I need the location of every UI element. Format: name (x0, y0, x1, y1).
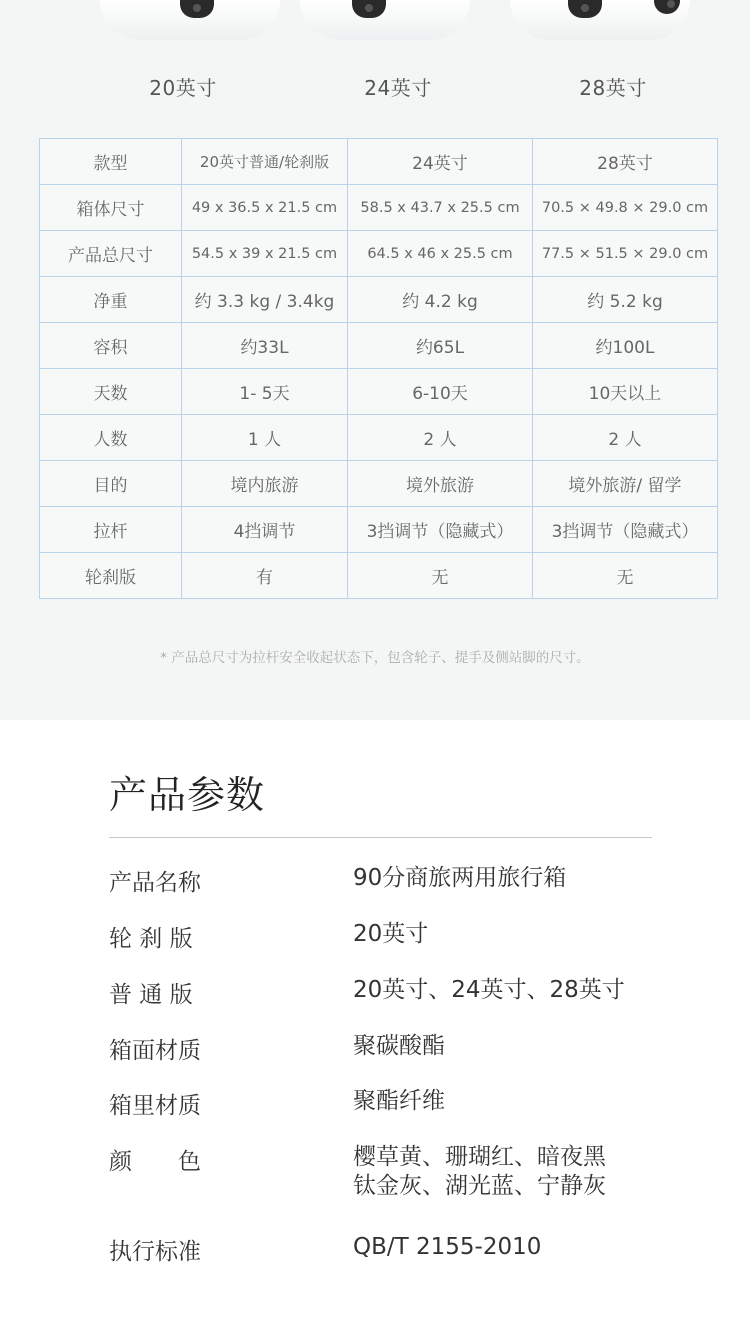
spec-row (40, 139, 718, 185)
spec-row (40, 323, 718, 369)
spec-cell: 1 人 (182, 415, 348, 461)
color-list-line-1: 樱草黄、珊瑚红、暗夜黑 (353, 1144, 606, 1170)
spec-cell: 77.5 × 51.5 × 29.0 cm (533, 231, 718, 277)
spec-cell: 有 (182, 553, 348, 599)
param-key: 产品名称 (109, 870, 201, 896)
spec-cell: 20英寸普通/轮刹版 (182, 139, 348, 185)
spec-row (40, 461, 718, 507)
size-label-20: 20英寸 (149, 76, 217, 100)
params-title: 产品参数 (109, 773, 266, 817)
spec-row (40, 277, 718, 323)
spec-cell: 1- 5天 (182, 369, 348, 415)
spec-row-label: 目的 (40, 461, 182, 507)
param-value: 20英寸 (353, 921, 429, 947)
spec-row-label: 产品总尺寸 (40, 231, 182, 277)
spec-table (39, 138, 718, 599)
spec-cell: 3挡调节（隐藏式） (533, 507, 718, 553)
param-value: 20英寸、24英寸、28英寸 (353, 977, 625, 1003)
param-key: 普 通 版 (109, 982, 193, 1008)
spec-cell: 约 4.2 kg (348, 277, 533, 323)
spec-cell: 约65L (348, 323, 533, 369)
spec-cell: 6-10天 (348, 369, 533, 415)
spec-cell: 2 人 (348, 415, 533, 461)
spec-cell: 10天以上 (533, 369, 718, 415)
param-key: 执行标准 (109, 1239, 201, 1265)
param-key: 箱里材质 (109, 1093, 201, 1119)
spec-cell: 境外旅游 (348, 461, 533, 507)
spec-cell: 28英寸 (533, 139, 718, 185)
spec-cell: 2 人 (533, 415, 718, 461)
spec-row (40, 553, 718, 599)
size-label-24: 24英寸 (364, 76, 432, 100)
spec-row-label: 箱体尺寸 (40, 185, 182, 231)
color-list-line-2: 钛金灰、湖光蓝、宁静灰 (353, 1173, 606, 1199)
spec-cell: 64.5 x 46 x 25.5 cm (348, 231, 533, 277)
spec-cell: 70.5 × 49.8 × 29.0 cm (533, 185, 718, 231)
spec-cell: 49 x 36.5 x 21.5 cm (182, 185, 348, 231)
spec-row-label: 款型 (40, 139, 182, 185)
param-key: 轮 刹 版 (109, 926, 193, 952)
spec-row-label: 容积 (40, 323, 182, 369)
spec-row-label: 净重 (40, 277, 182, 323)
spec-cell: 无 (533, 553, 718, 599)
size-footnote: * 产品总尺寸为拉杆安全收起状态下，包含轮子、提手及侧站脚的尺寸。 (160, 650, 590, 666)
param-value: 90分商旅两用旅行箱 (353, 865, 567, 891)
spec-cell: 4挡调节 (182, 507, 348, 553)
spec-cell: 约 5.2 kg (533, 277, 718, 323)
spec-cell: 约33L (182, 323, 348, 369)
spec-row-label: 天数 (40, 369, 182, 415)
spec-row (40, 231, 718, 277)
spec-cell: 约100L (533, 323, 718, 369)
spec-row (40, 369, 718, 415)
spec-row-label: 拉杆 (40, 507, 182, 553)
spec-cell: 境内旅游 (182, 461, 348, 507)
param-value: QB/T 2155-2010 (353, 1234, 542, 1260)
param-key: 箱面材质 (109, 1038, 201, 1064)
param-value: 聚碳酸酯 (353, 1033, 445, 1059)
spec-cell: 58.5 x 43.7 x 25.5 cm (348, 185, 533, 231)
spec-row (40, 185, 718, 231)
spec-row-label: 轮刹版 (40, 553, 182, 599)
spec-cell: 54.5 x 39 x 21.5 cm (182, 231, 348, 277)
param-value: 聚酯纤维 (353, 1088, 445, 1114)
spec-row-label: 人数 (40, 415, 182, 461)
param-key: 颜色 (109, 1149, 247, 1175)
spec-row (40, 507, 718, 553)
spec-cell: 3挡调节（隐藏式） (348, 507, 533, 553)
size-label-28: 28英寸 (579, 76, 647, 100)
spec-cell: 境外旅游/ 留学 (533, 461, 718, 507)
spec-row (40, 415, 718, 461)
divider (109, 837, 652, 838)
param-value (353, 1143, 673, 1201)
spec-cell: 无 (348, 553, 533, 599)
spec-cell: 24英寸 (348, 139, 533, 185)
spec-cell: 约 3.3 kg / 3.4kg (182, 277, 348, 323)
